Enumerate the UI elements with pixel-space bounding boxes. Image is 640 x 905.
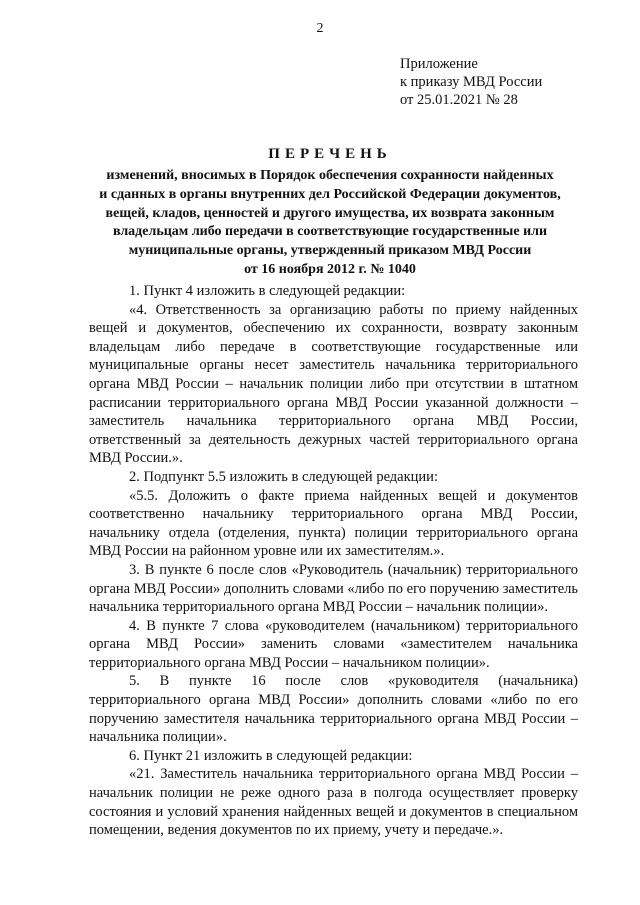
page-number: 2	[316, 21, 324, 36]
annex-reference	[400, 55, 542, 109]
title-block	[80, 145, 580, 280]
subtitle-line: и сданных в органы внутренних дел Российской Федерации документов,	[99, 186, 561, 202]
body-paragraph: 4. В пункте 7 слова «руководителем (начальником) территориального органа МВД России» заменить словами «заместителем начальника территориального органа МВД России – начальником полиции».	[89, 617, 578, 671]
subtitle-line: изменений, вносимых в Порядок обеспечения сохранности найденных	[106, 168, 554, 183]
body-paragraph: «4. Ответственность за организацию работы по приему найденных вещей и документов, обеспечению их сохранности, возврату законным владельцам либо передаче в соответствующие государственные или муниципальные органы несет заместитель начальника территориального органа МВД России – начальник полиции либо при отсутствии в штатном расписании территориального органа МВД России указанной должности – заместитель начальника территориального органа МВД России, ответственный за деятельность дежурных частей территориального органа МВД России.».	[89, 301, 578, 467]
body-paragraph: 1. Пункт 4 изложить в следующей редакции:	[129, 283, 406, 299]
subtitle-line: от 16 ноября 2012 г. № 1040	[244, 261, 416, 277]
subtitle-line: вещей, кладов, ценностей и другого имущества, их возврата законным	[105, 205, 555, 221]
subtitle-line: владельцам либо передачи в соответствующие государственные или	[112, 224, 548, 240]
body-paragraph: «21. Заместитель начальника территориального органа МВД России – начальник полиции не реже одного раза в полгода осуществляет проверку состояния и условий хранения найденных вещей и документов в специальном помещении, ведения документов по их приему, учету и передаче.».	[89, 766, 578, 839]
annex-line: Приложение	[400, 56, 478, 72]
body-paragraph: 6. Пункт 21 изложить в следующей редакции:	[129, 747, 413, 764]
annex-line: от 25.01.2021 № 28	[400, 92, 518, 108]
document-body	[89, 282, 578, 840]
document-subtitle	[80, 167, 580, 280]
body-paragraph: 5. В пункте 16 после слов «руководителя (начальника) территориального органа МВД России» дополнить словами «либо по его поручению заместителя начальника территориального органа МВД России – начальника полиции».	[89, 673, 578, 746]
document-title: ПЕРЕЧЕНЬ	[268, 146, 392, 162]
body-paragraph: «5.5. Доложить о факте приема найденных вещей и документов соответственно начальнику территориального органа МВД России, начальнику отдела (отделения, пункта) полиции территориального органа МВД России на районном уровне или их заместителям.».	[89, 487, 578, 560]
annex-line: к приказу МВД России	[400, 74, 543, 90]
body-paragraph: 2. Подпункт 5.5 изложить в следующей редакции:	[129, 468, 438, 485]
body-paragraph: 3. В пункте 6 после слов «Руководитель (начальник) территориального органа МВД России» дополнить словами «либо по его поручению заместитель начальника территориального органа МВД России – начальник полиции».	[89, 561, 578, 616]
subtitle-line: муниципальные органы, утвержденный приказом МВД России	[128, 243, 532, 259]
